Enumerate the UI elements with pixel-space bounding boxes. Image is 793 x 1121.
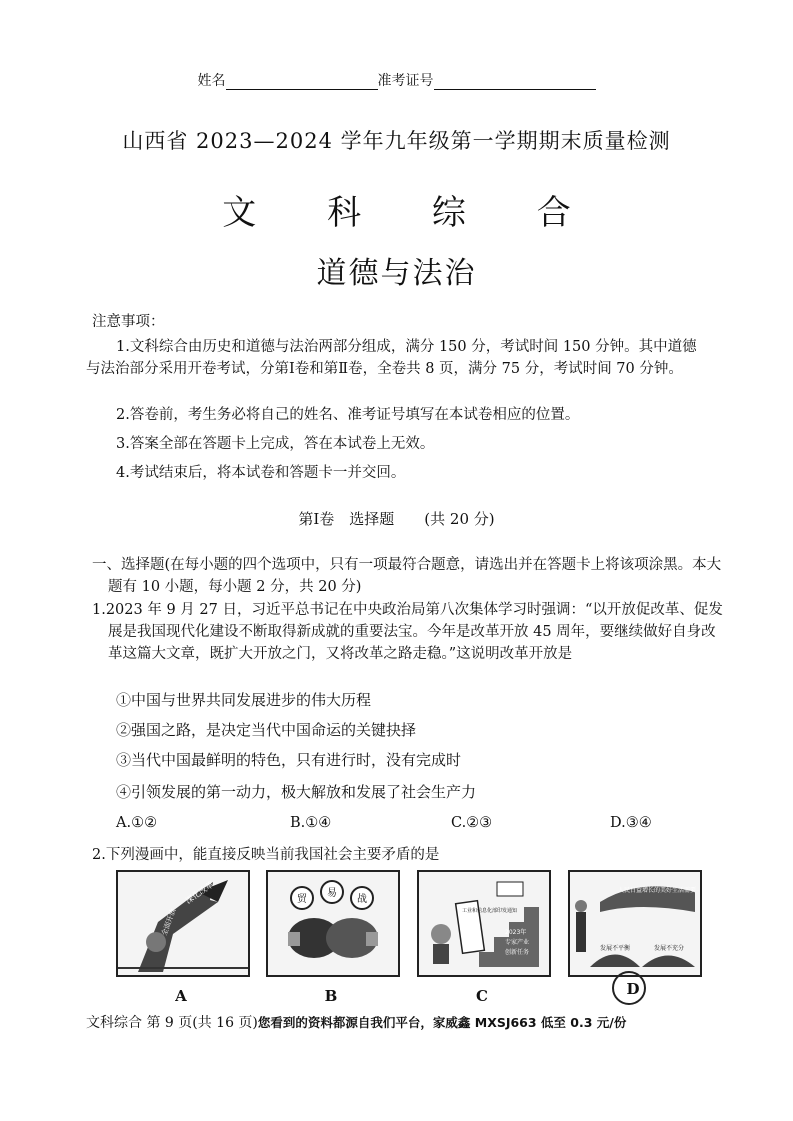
exam-id-blank[interactable]	[434, 75, 596, 90]
cartoon-c-text: 2023年	[505, 929, 527, 936]
section-instructions: 一、选择题(在每小题的四个选项中，只有一项最符合题意，请选出并在答题卡上将该项涂黑。本大题有 10 小题，每小题 2 分，共 20 分)	[92, 557, 722, 595]
cartoon-b-text: 易	[327, 888, 337, 899]
cartoon-d-image	[568, 870, 702, 977]
cartoon-c-text: 创新任务	[505, 949, 530, 956]
name-blank[interactable]	[226, 75, 378, 90]
cartoon-b-text: 战	[357, 894, 367, 905]
cartoon-a-image	[116, 870, 250, 977]
q1-statement: ④引领发展的第一动力，极大解放和发展了社会生产力	[116, 783, 477, 801]
question-1-stem: 1.2023 年 9 月 27 日，习近平总书记在中央政治局第八次集体学习时强调：“以开放促改革、促发展是我国现代化建设不断取得新成就的重要法宝。今年是改革开放 45 周年，要继续做好自身改革这篇大文章，既扩大开放之门，又将改革之路走稳。”这说明改革开放是	[92, 602, 723, 662]
exam-subtitle: 山西省 2023—2024 学年九年级第一学期期末质量检测	[122, 129, 671, 153]
cartoon-d-text: 发展不平衡	[600, 945, 631, 952]
exam-id-label: 准考证号	[377, 73, 434, 89]
q1-choice-a[interactable]: A.①②	[116, 815, 158, 831]
page-number: 文科综合 第 9 页(共 16 页)	[86, 1015, 258, 1031]
page-footer	[86, 1012, 626, 1032]
q1-statement: ①中国与世界共同发展进步的伟大历程	[116, 691, 372, 709]
cartoon-label-c[interactable]: C	[476, 987, 488, 1005]
notes-heading: 注意事项：	[92, 314, 165, 330]
name-label: 姓名	[197, 73, 226, 89]
cartoon-b-text: 贸	[297, 894, 307, 905]
q1-choice-d[interactable]: D.③④	[610, 815, 652, 831]
cartoon-b-image	[266, 870, 400, 977]
cartoon-label-d[interactable]: D	[626, 980, 640, 998]
exam-title: 文 科 综 合	[222, 193, 601, 233]
note-item: 1.文科综合由历史和道德与法治两部分组成，满分 150 分，考试时间 150 分钟。其中道德与法治部分采用开卷考试，分第Ⅰ卷和第Ⅱ卷，全卷共 8 页，满分 75 分，考试时间 70 分钟。	[86, 339, 697, 377]
section-title: 第Ⅰ卷 选择题 (共 20 分)	[298, 510, 495, 528]
question-2-stem: 2.下列漫画中，能直接反映当前我国社会主要矛盾的是	[92, 847, 440, 863]
cartoon-a-text: 全面开放	[160, 907, 178, 937]
note-item: 2.答卷前，考生务必将自己的姓名、准考证号填写在本试卷相应的位置。	[116, 407, 580, 423]
subject-title: 道德与法治	[316, 256, 477, 291]
cartoon-label-a[interactable]: A	[175, 987, 187, 1005]
q1-choice-b[interactable]: B.①④	[290, 815, 332, 831]
cartoon-c-text: 工业和信息化部印发通知	[462, 908, 518, 914]
cartoon-d-text: 发展不充分	[654, 945, 685, 952]
cartoon-c-text: 专家产业	[505, 939, 530, 946]
candidate-info-line	[0, 70, 793, 90]
q1-statement: ②强国之路，是决定当代中国命运的关键抉择	[116, 721, 417, 739]
q1-statement: ③当代中国最鲜明的特色，只有进行时，没有完成时	[116, 751, 462, 769]
footer-notice: 您看到的资料都源自我们平台，家威鑫 MXSJ663 低至 0.3 元/份	[257, 1015, 627, 1030]
cartoon-d-text: 人民日益增长的美好生活需要	[618, 887, 697, 894]
q1-choice-c[interactable]: C.②③	[451, 815, 493, 831]
note-item: 3.答案全部在答题卡上完成，答在本试卷上无效。	[116, 436, 435, 452]
cartoon-c-image	[417, 870, 551, 977]
cartoon-label-b[interactable]: B	[324, 987, 338, 1005]
note-item: 4.考试结束后，将本试卷和答题卡一并交回。	[116, 465, 406, 481]
cartoon-a-text: 深化改革	[183, 879, 216, 906]
